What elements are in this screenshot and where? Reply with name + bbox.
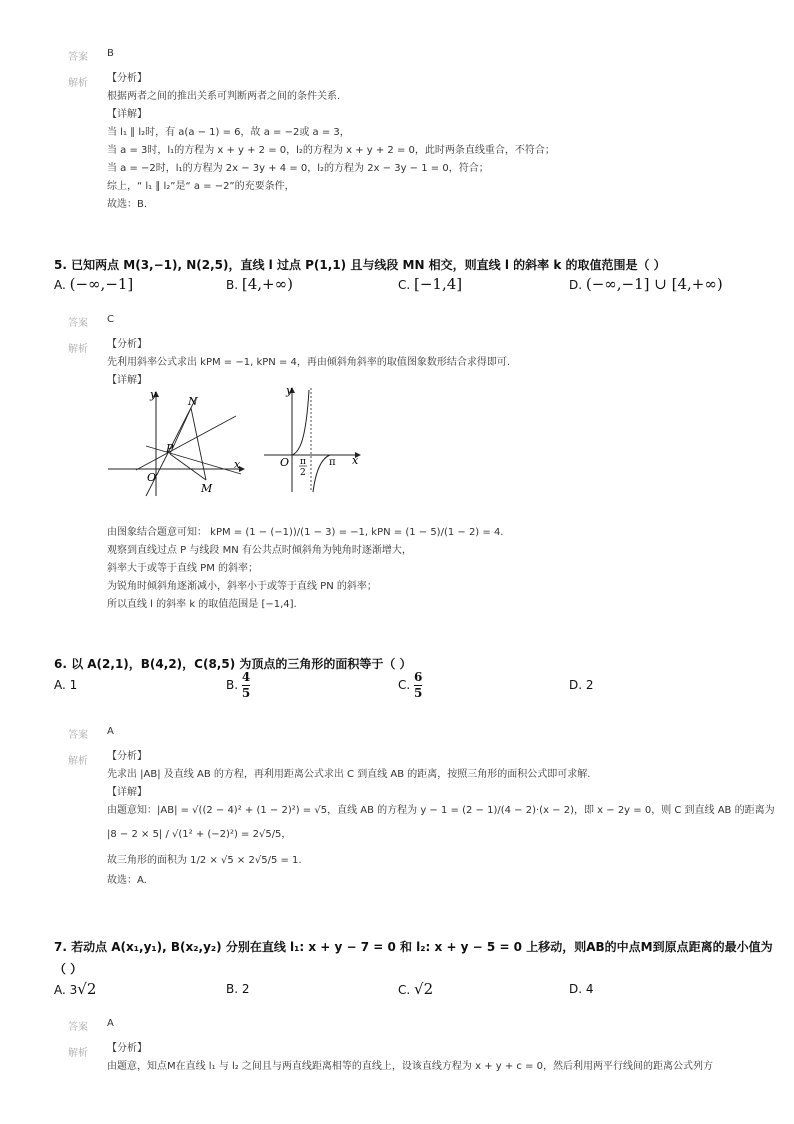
solution-line: 由图象结合题意可知： kPM = (1 − (−1))/(1 − 3) = −1, kPN = (1 − 5)/(1 − 2) = 4. xyxy=(107,527,504,538)
solution-line: |8 − 2 × 5| / √(1² + (−2)²) = 2√5/5， xyxy=(107,829,292,840)
solution-line: 【详解】 xyxy=(107,787,147,798)
fig1-m-label: M xyxy=(201,482,213,495)
solution-line: 综上，“ l₁ ∥ l₂”是“ a = −2”的充要条件， xyxy=(107,181,295,192)
solution-line: 【分析】 xyxy=(107,339,147,350)
q5-figure-lines xyxy=(106,388,246,498)
solution-line: 【详解】 xyxy=(107,375,147,386)
q6-option-b[interactable]: B. $\frac{4}{5}$ xyxy=(226,670,251,700)
solution-line: 先利用斜率公式求出 kPM = −1, kPN = 4，再由倾斜角斜率的取值图象数形结合求得即可. xyxy=(107,357,511,368)
solution-line: 斜率大于或等于直线 PM 的斜率； xyxy=(107,563,259,574)
solution-line: 先求出 |AB| 及直线 AB 的方程，再利用距离公式求出 C 到直线 AB 的距离，按照三角形的面积公式即可求解. xyxy=(107,769,591,780)
fig2-x-label: x xyxy=(352,454,359,467)
q7-solution xyxy=(107,1040,713,1076)
fig2-y-label: y xyxy=(286,384,293,397)
fig2-pi-half-den: 2 xyxy=(300,468,306,478)
q6-option-d[interactable]: D. 2 xyxy=(569,678,594,692)
q7-option-d[interactable]: D. 4 xyxy=(569,982,594,996)
solution-line: 当 a = −2时，l₁的方程为 2x − 3y + 4 = 0，l₂的方程为 2x − 3y − 1 = 0，符合； xyxy=(107,163,489,174)
solution-line: 【分析】 xyxy=(107,751,147,762)
q6-option-a[interactable]: A. 1 xyxy=(54,678,78,692)
q5-option-b[interactable]: B. [4,+∞) xyxy=(226,275,293,293)
analysis-label: 解析 xyxy=(68,1048,88,1059)
answer-label: 答案 xyxy=(68,1022,88,1033)
answer-label: 答案 xyxy=(68,730,88,741)
q6-solution xyxy=(107,748,775,890)
solution-line: 故选：A. xyxy=(107,875,147,886)
question-7-stem-cont: （ ） xyxy=(54,962,83,976)
solution-line: 所以直线 l 的斜率 k 的取值范围是 [−1,4]. xyxy=(107,599,297,610)
solution-line: 【分析】 xyxy=(107,73,147,84)
solution-line: 根据两者之间的推出关系可判断两者之间的条件关系. xyxy=(107,91,341,102)
fig1-p-label: P xyxy=(166,442,174,455)
question-6-stem: 6. 以 A(2,1)，B(4,2)，C(8,5) 为顶点的三角形的面积等于（ ） xyxy=(54,657,412,671)
q5-option-d[interactable]: D. (−∞,−1] ∪ [4,+∞) xyxy=(569,275,723,293)
answer-value: B xyxy=(107,48,114,59)
q5-figure-tangent xyxy=(262,384,362,494)
answer-value: A xyxy=(107,1018,114,1029)
analysis-label: 解析 xyxy=(68,78,88,89)
solution-line: 当 l₁ ∥ l₂时，有 a(a − 1) = 6，故 a = −2或 a = 3， xyxy=(107,127,350,138)
q7-option-a[interactable]: A. 3√2 xyxy=(54,980,97,998)
fig1-n-label: N xyxy=(188,395,198,408)
fig2-o-label: O xyxy=(280,456,290,469)
question-5-stem: 5. 已知两点 M(3,−1), N(2,5)，直线 l 过点 P(1,1) 且与线段 MN 相交，则直线 l 的斜率 k 的取值范围是（ ） xyxy=(54,258,666,272)
fig1-x-label: x xyxy=(234,458,241,471)
answer-label: 答案 xyxy=(68,52,88,63)
solution-line: 由题意，知点M在直线 l₁ 与 l₂ 之间且与两直线距离相等的直线上，设该直线方程为 x + y + c = 0，然后利用两平行线间的距离公式列方 xyxy=(107,1061,714,1072)
answer-value: A xyxy=(107,726,114,737)
solution-line: 由题意知：|AB| = √((2 − 4)² + (1 − 2)²) = √5，直线 AB 的方程为 y − 1 = (2 − 1)/(4 − 2)·(x − 2)，即 x − 2y = 0，则 C 到直线 AB 的距离为 xyxy=(107,805,775,816)
q5-solution-top xyxy=(107,336,510,390)
fig2-pi-half-num: π xyxy=(300,457,306,467)
q5-option-c[interactable]: C. [−1,4] xyxy=(398,275,463,293)
answer-label: 答案 xyxy=(68,318,88,329)
solution-line: 观察到直线过点 P 与线段 MN 有公共点时倾斜角为钝角时逐渐增大， xyxy=(107,545,412,556)
analysis-label: 解析 xyxy=(68,756,88,767)
fig1-y-label: y xyxy=(150,388,157,401)
q5-solution-bottom xyxy=(107,524,504,614)
q6-option-c[interactable]: C. $\frac{6}{5}$ xyxy=(398,670,423,700)
fig1-o-label: O xyxy=(147,471,157,484)
solution-line: 当 a = 3时，l₁的方程为 x + y + 2 = 0，l₂的方程为 x + y + 2 = 0，此时两条直线重合，不符合； xyxy=(107,145,555,156)
analysis-label: 解析 xyxy=(68,344,88,355)
solution-line: 【分析】 xyxy=(107,1043,147,1054)
solution-line: 【详解】 xyxy=(107,109,147,120)
solution-line: 故三角形的面积为 1/2 × √5 × 2√5/5 = 1. xyxy=(107,855,302,866)
q4-solution xyxy=(107,70,555,214)
q7-option-b[interactable]: B. 2 xyxy=(226,982,250,996)
q5-option-a[interactable]: A. (−∞,−1] xyxy=(54,275,134,293)
q7-option-c[interactable]: C. √2 xyxy=(398,980,434,998)
question-7-stem: 7. 若动点 A(x₁,y₁), B(x₂,y₂) 分别在直线 l₁: x + y − 7 = 0 和 l₂: x + y − 5 = 0 上移动，则AB的中点M到原点距离的最小值为 xyxy=(54,940,773,954)
answer-value: C xyxy=(107,314,114,325)
fig2-pi-label: π xyxy=(329,457,336,468)
solution-line: 故选：B. xyxy=(107,199,148,210)
solution-line: 为锐角时倾斜角逐渐减小，斜率小于或等于直线 PN 的斜率； xyxy=(107,581,377,592)
